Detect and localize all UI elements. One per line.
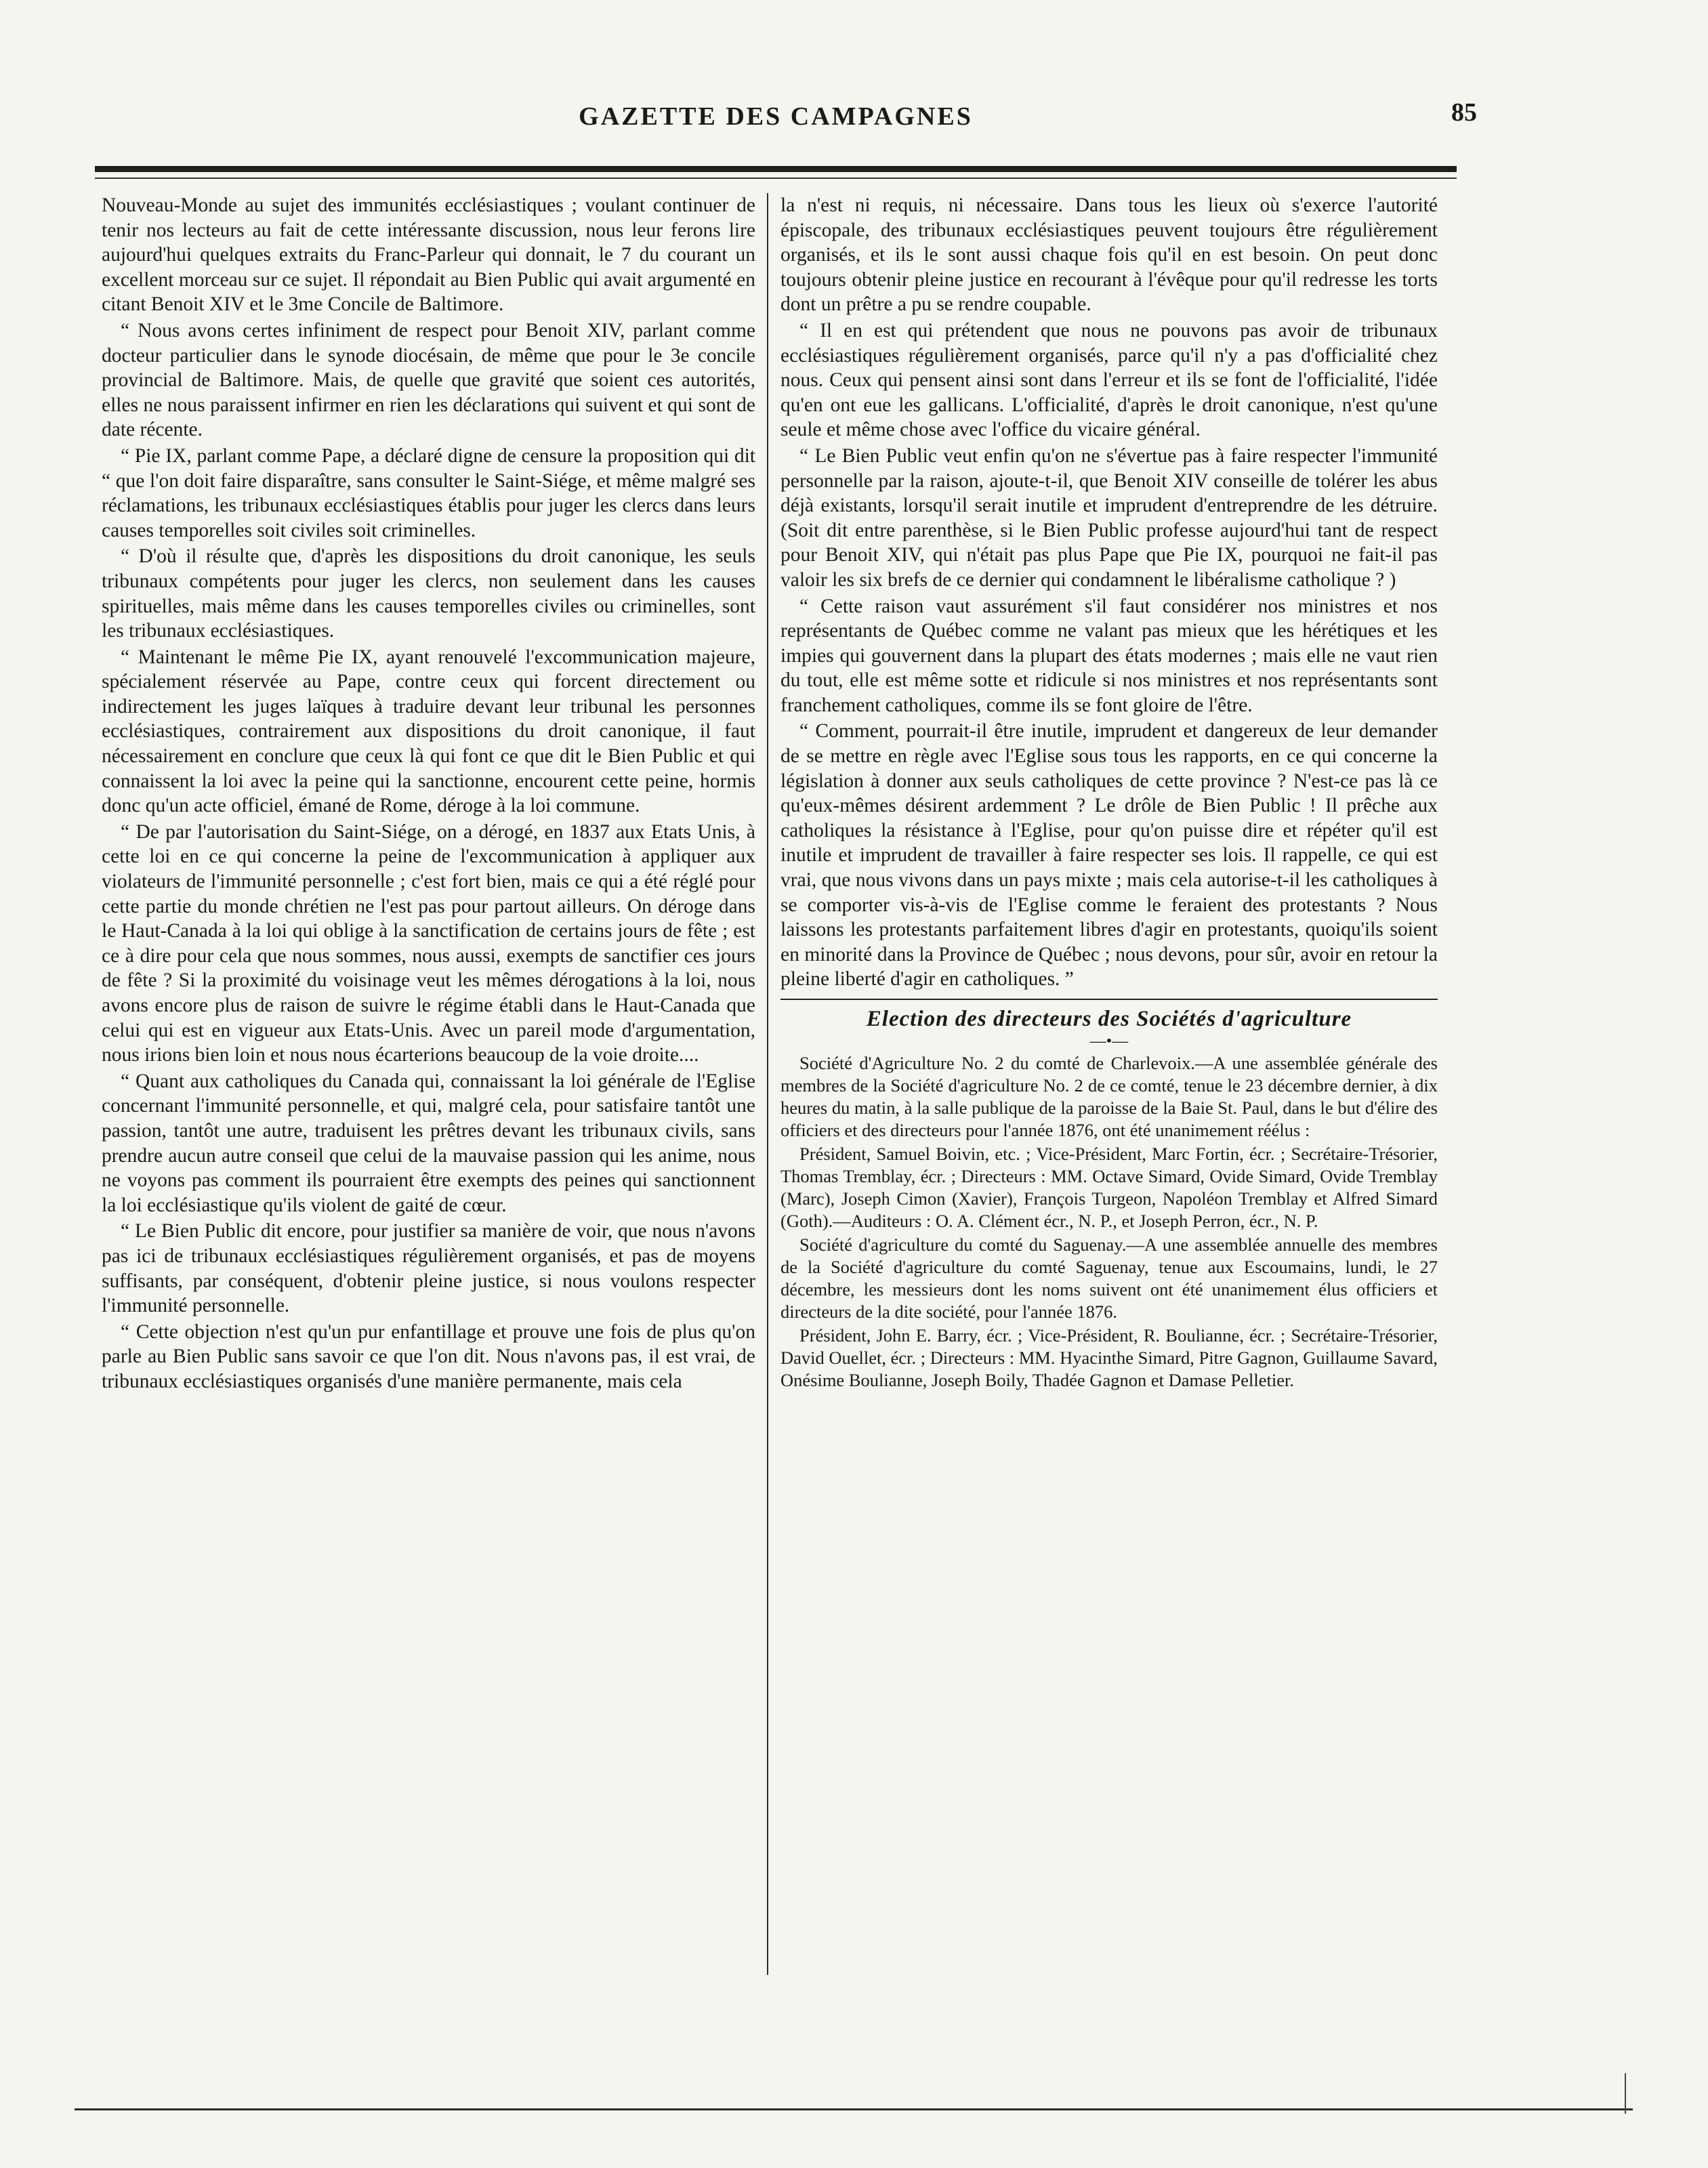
- footer-rule: [75, 2108, 1633, 2110]
- section-ornament: —•—: [1089, 1032, 1129, 1050]
- column-divider: [767, 193, 768, 1975]
- paragraph: “ Cette objection n'est qu'un pur enfantillage et prouve une fois de plus qu'on parle au Bien Public sans savoir ce que l'on dit. Nous n'avons pas, il est vrai, de tribunaux ecclésiastiques organisés d'une manière permanente, mais cela: [102, 1320, 755, 1392]
- election-notices: [780, 1052, 1438, 1392]
- paragraph: “ Le Bien Public veut enfin qu'on ne s'évertue pas à faire respecter l'immunité personnelle par la raison, ajoute-t-il, que Benoit XIV conseille de tolérer les abus déjà existants, lorsqu'il serait inutile et imprudent d'entreprendre de les détruire. (Soit dit entre parenthèse, si le Bien Public professe aujourd'hui tant de respect pour Benoit XIV, qui n'était pas plus Pape que Pie IX, pourquoi ne fait-il pas valoir les six brefs de ce dernier qui condamnent le libéralisme catholique ? ): [780, 444, 1438, 591]
- paragraph: “ Cette raison vaut assurément s'il faut considérer nos ministres et nos représentants de Québec comme ne valant pas mieux que les hérétiques et les impies qui gouvernent dans la plupart des états modernes ; mais elle ne vaut rien du tout, elle est même sotte et ridicule si nos ministres et nos représentants sont franchement catholiques, comme ils se font gloire de l'être.: [780, 595, 1438, 716]
- paragraph: “ D'où il résulte que, d'après les dispositions du droit canonique, les seuls tribunaux compétents pour juger les clercs, non seulement dans les causes spirituelles, mais même dans les causes temporelles civiles ou criminelles, sont les tribunaux ecclésiastiques.: [102, 545, 755, 642]
- paragraph: “ Quant aux catholiques du Canada qui, connaissant la loi générale de l'Eglise concernant l'immunité personnelle, et qui, malgré cela, pour satisfaire tantôt une passion, tantôt une autre, traduisent les prêtres devant les tribunaux civils, sans prendre aucun autre conseil que celui de la mauvaise passion qui les anime, nous ne voyons pas comment ils pourraient être exempts des peines qui sanctionnent la loi ecclésiastique qu'ils violent de gaité de cœur.: [102, 1070, 755, 1216]
- page-number: 85: [1451, 98, 1477, 127]
- header-rule-thick: [95, 166, 1457, 172]
- page-header: [95, 98, 1477, 149]
- paragraph: Président, Samuel Boivin, etc. ; Vice-Président, Marc Fortin, écr. ; Secrétaire-Trésorier, Thomas Tremblay, écr. ; Directeurs : MM. Octave Simard, Ovide Simard, Ovide Tremblay (Marc), Joseph Cimon (Xavier), François Turgeon, Napoléon Tremblay et Alfred Simard (Goth).—Auditeurs : O. A. Clément écr., N. P., et Joseph Perron, écr., N. P.: [780, 1143, 1438, 1231]
- section-rule: [780, 999, 1438, 1000]
- paragraph: “ Nous avons certes infiniment de respect pour Benoit XIV, parlant comme docteur particulier dans le synode diocésain, de même que pour le 3e concile provincial de Baltimore. Mais, de quelle que gravité que soient ces autorités, elles ne nous paraissent infirmer en rien les déclarations qui suivent et qui sont de date récente.: [102, 319, 755, 441]
- paragraph: “ Pie IX, parlant comme Pape, a déclaré digne de censure la proposition qui dit “ que l'on doit faire disparaître, sans consulter le Saint-Siége, et même malgré ses réclamations, les tribunaux ecclésiastiques établis pour juger les clercs dans leurs causes temporelles soit civiles soit criminelles.: [102, 444, 755, 541]
- paragraph: “ Maintenant le même Pie IX, ayant renouvelé l'excommunication majeure, spécialement réservée au Pape, contre ceux qui forcent directement ou indirectement les juges laïques à traduire devant leur tribunal les personnes ecclésiastiques, contrairement aux dispositions du droit canonique, il faut nécessairement en conclure que ceux là qui font ce que dit le Bien Public et qui connaissent la loi avec la peine qui la sanctionne, encourent cette peine, hormis donc qu'un acte officiel, émané de Rome, déroge à la loi commune.: [102, 646, 755, 817]
- header-rule-thin: [95, 178, 1457, 179]
- paragraph: Société d'agriculture du comté du Saguenay.—A une assemblée annuelle des membres de la Société d'agriculture du comté Saguenay, tenue aux Escoumains, lundi, le 27 décembre, les messieurs dont les noms suivent ont été unanimement élus officiers et directeurs de la dite société, pour l'année 1876.: [780, 1234, 1438, 1322]
- right-column: [780, 193, 1438, 1393]
- paragraph: la n'est ni requis, ni nécessaire. Dans tous les lieux où s'exerce l'autorité épiscopale, des tribunaux ecclésiastiques peuvent toujours être régulièrement organisés, et ils le sont aussi chaque fois qu'il en est besoin. On peut donc toujours obtenir pleine justice en recourant à l'évêque pour qu'il redresse les torts dont un prêtre a pu se rendre coupable.: [780, 194, 1438, 316]
- paragraph: Société d'Agriculture No. 2 du comté de Charlevoix.—A une assemblée générale des membres de la Société d'agriculture No. 2 de ce comté, tenue le 23 décembre dernier, à dix heures du matin, à la salle publique de la paroisse de la Baie St. Paul, dans le but d'élire des officiers et des directeurs pour l'année 1876, ont été unanimement réélus :: [780, 1052, 1438, 1140]
- page-title: GAZETTE DES CAMPAGNES: [579, 102, 973, 131]
- corner-mark: [1625, 2073, 1626, 2114]
- paragraph: “ De par l'autorisation du Saint-Siége, on a dérogé, en 1837 aux Etats Unis, à cette loi en ce qui concerne la peine de l'excommunication à appliquer aux violateurs de l'immunité personnelle ; c'est fort bien, mais ce qui a été réglé pour cette partie du monde chrétien ne l'est pas pour partout ailleurs. On déroge dans le Haut-Canada à la loi qui oblige à la sanctification de certains jours de fête ; est ce à dire pour cela que nous sommes, nous aussi, exempts de sanctifier ces jours de fête ? Si la proximité du voisinage veut les mêmes dérogations à la loi, nous avons encore plus de raison de suivre le régime établi dans le Haut-Canada que celui qui est en vigueur aux Etats-Unis. Avec un pareil mode d'argumentation, nous irions bien loin et nous nous écarterions beaucoup de la voie droite....: [102, 820, 755, 1066]
- paragraph: “ Le Bien Public dit encore, pour justifier sa manière de voir, que nous n'avons pas ici de tribunaux ecclésiastiques régulièrement organisés, et pas de moyens suffisants, par conséquent, d'obtenir pleine justice, si nous voulons respecter l'immunité personnelle.: [102, 1220, 755, 1317]
- left-column: [102, 193, 755, 1396]
- section-heading: Election des directeurs des Sociétés d'agriculture: [866, 1007, 1352, 1031]
- paragraph: Nouveau-Monde au sujet des immunités ecclésiastiques ; voulant continuer de tenir nos lecteurs au fait de cette intéressante discussion, nous leur ferons lire aujourd'hui quelques extraits du Franc-Parleur qui donnait, le 7 du courant un excellent morceau sur ce sujet. Il répondait au Bien Public qui avait argumenté en citant Benoit XIV et le 3me Concile de Baltimore.: [102, 194, 755, 316]
- paragraph: “ Comment, pourrait-il être inutile, imprudent et dangereux de leur demander de se mettre en règle avec l'Eglise sous tous les rapports, en ce qui concerne la législation à donner aux seuls catholiques de cette province ? N'est-ce pas là ce qu'eux-mêmes désirent ardemment ? Le drôle de Bien Public ! Il prêche aux catholiques la résistance à l'Eglise, pour qu'on puisse dire et répéter qu'il est inutile et imprudent de travailler à faire respecter ses lois. Il rappelle, ce qui est vrai, que nous vivons dans un pays mixte ; mais cela autorise-t-il les catholiques à se comporter vis-à-vis de l'Eglise comme le feraient des protestants ? Nous laissons les protestants parfaitement libres d'agir en protestants, quoiqu'ils soient en minorité dans la Province de Québec ; nous devons, pour sûr, avoir en retour la pleine liberté d'agir en catholiques. ”: [780, 720, 1438, 991]
- paragraph: “ Il en est qui prétendent que nous ne pouvons pas avoir de tribunaux ecclésiastiques régulièrement organisés, parce qu'il n'y a pas d'officialité chez nous. Ceux qui pensent ainsi sont dans l'erreur et ils se font de l'officialité, l'idée qu'en ont eue les gallicans. L'officialité, d'après le droit canonique, n'est qu'une seule et même chose avec l'office du vicaire général.: [780, 319, 1438, 441]
- paragraph: Président, John E. Barry, écr. ; Vice-Président, R. Boulianne, écr. ; Secrétaire-Trésorier, David Ouellet, écr. ; Directeurs : MM. Hyacinthe Simard, Pitre Gagnon, Guillaume Savard, Onésime Boulianne, Joseph Boily, Thadée Gagnon et Damase Pelletier.: [780, 1325, 1438, 1390]
